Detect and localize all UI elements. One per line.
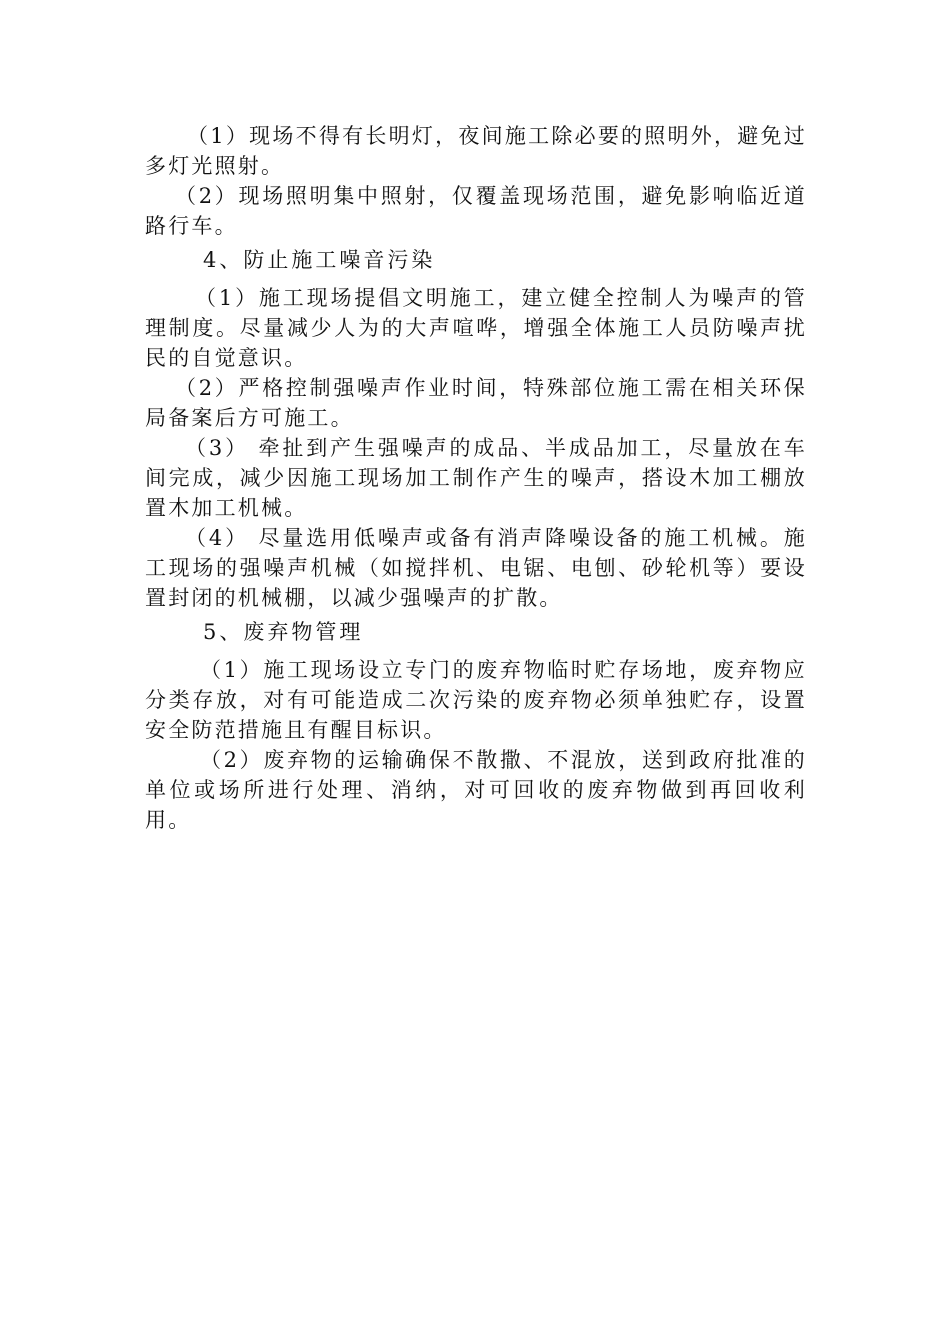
noise-item-1: （1）施工现场提倡文明施工，建立健全控制人为噪声的管理制度。尽量减少人为的大声喧哗，增强全体施工人员防噪声扰民的自觉意识。 xyxy=(145,286,807,370)
noise-item-4: （4） 尽量选用低噪声或备有消声降噪设备的施工机械。施工现场的强噪声机械（如搅拌机、电锯、电刨、砂轮机等）要设置封闭的机械棚，以减少强噪声的扩散。 xyxy=(145,526,807,610)
waste-item-1: （1）施工现场设立专门的废弃物临时贮存场地，废弃物应分类存放，对有可能造成二次污染的废弃物必须单独贮存，设置安全防范措施且有醒目标识。 xyxy=(145,658,807,742)
lighting-item-2: （2）现场照明集中照射，仅覆盖现场范围，避免影响临近道路行车。 xyxy=(145,184,807,238)
document-body xyxy=(145,121,807,835)
section-heading-waste: 5、废弃物管理 xyxy=(203,620,364,644)
noise-item-2: （2）严格控制强噪声作业时间，特殊部位施工需在相关环保局备案后方可施工。 xyxy=(145,376,807,430)
section-heading-noise: 4、防止施工噪音污染 xyxy=(203,248,436,272)
spacer xyxy=(145,275,807,283)
noise-item-3: （3） 牵扯到产生强噪声的成品、半成品加工，尽量放在车间完成，减少因施工现场加工制作产生的噪声，搭设木加工棚放置木加工机械。 xyxy=(145,436,807,520)
lighting-item-1: （1）现场不得有长明灯，夜间施工除必要的照明外，避免过多灯光照射。 xyxy=(145,124,807,178)
waste-item-2: （2）废弃物的运输确保不散撒、不混放，送到政府批准的单位或场所进行处理、消纳，对可回收的废弃物做到再回收利用。 xyxy=(145,748,807,832)
spacer xyxy=(145,647,807,655)
